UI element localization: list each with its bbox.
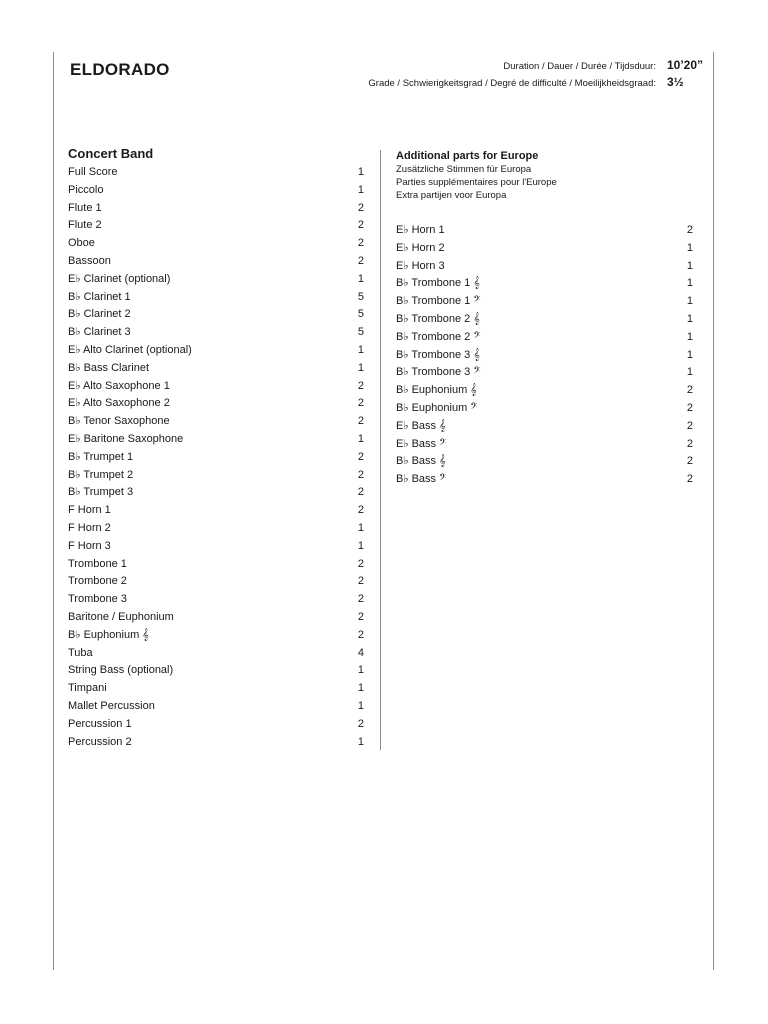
additional-parts-heading: Additional parts for Europe — [396, 150, 539, 162]
part-name: B♭ Trombone 3 𝄞 — [396, 348, 480, 361]
part-name: Bassoon — [68, 254, 111, 267]
part-quantity: 1 — [357, 664, 364, 677]
part-name: B♭ Bass 𝄞 — [396, 455, 446, 468]
part-quantity: 2 — [357, 717, 364, 730]
part-name: E♭ Alto Saxophone 1 — [68, 379, 170, 392]
part-quantity: 2 — [686, 419, 693, 432]
duration-label: Duration / Dauer / Durée / Tijdsduur: — [503, 61, 656, 72]
part-quantity: 1 — [686, 241, 693, 254]
part-quantity: 2 — [357, 575, 364, 588]
part-row — [68, 467, 364, 485]
part-name: B♭ Bass 𝄢 — [396, 473, 447, 486]
part-quantity: 1 — [357, 432, 364, 445]
part-row — [68, 200, 364, 218]
part-row — [68, 538, 364, 556]
concert-band-heading: Concert Band — [68, 146, 154, 161]
part-name: E♭ Baritone Saxophone — [68, 432, 184, 445]
part-row — [396, 222, 693, 240]
part-quantity: 1 — [686, 277, 693, 290]
part-row — [396, 400, 693, 418]
part-quantity: 4 — [357, 646, 364, 659]
part-quantity: 1 — [686, 348, 693, 361]
part-quantity: 1 — [357, 361, 364, 374]
additional-subtitle-german: Zusätzliche Stimmen für Europa — [396, 164, 532, 175]
part-name: Full Score — [68, 166, 118, 178]
part-quantity: 2 — [357, 593, 364, 606]
part-quantity: 2 — [357, 415, 364, 428]
part-name: Percussion 2 — [68, 735, 132, 748]
part-quantity: 1 — [357, 682, 364, 695]
part-name: F Horn 2 — [68, 521, 111, 534]
part-quantity: 2 — [357, 504, 364, 517]
part-row — [396, 436, 693, 454]
part-quantity: 2 — [357, 201, 364, 214]
part-name: B♭ Clarinet 3 — [68, 326, 131, 339]
part-quantity: 1 — [357, 272, 364, 285]
part-quantity: 1 — [357, 183, 364, 196]
part-row — [396, 275, 693, 293]
part-row — [396, 364, 693, 382]
part-quantity: 1 — [686, 366, 693, 379]
part-row — [396, 240, 693, 258]
part-row — [68, 556, 364, 574]
part-row — [68, 253, 364, 271]
page-border-right — [713, 52, 714, 970]
part-quantity: 2 — [357, 237, 364, 250]
part-quantity: 1 — [686, 312, 693, 325]
part-name: E♭ Horn 1 — [396, 224, 445, 236]
part-row — [68, 431, 364, 449]
part-row — [68, 716, 364, 734]
part-quantity: 1 — [686, 330, 693, 343]
part-name: Timpani — [68, 682, 107, 695]
part-row — [68, 182, 364, 200]
part-name: B♭ Clarinet 2 — [68, 308, 131, 321]
part-quantity: 1 — [357, 699, 364, 712]
part-name: B♭ Tenor Saxophone — [68, 415, 170, 428]
part-row — [68, 627, 364, 645]
part-row — [68, 324, 364, 342]
grade-label: Grade / Schwierigkeitsgrad / Degré de difficulté / Moeilijkheidsgraad: — [368, 78, 656, 89]
part-name: B♭ Euphonium 𝄞 — [68, 628, 149, 641]
part-name: B♭ Euphonium 𝄞 — [396, 384, 477, 397]
part-name: B♭ Trombone 2 𝄢 — [396, 330, 481, 343]
part-name: E♭ Alto Clarinet (optional) — [68, 343, 192, 356]
part-row — [68, 680, 364, 698]
additional-parts-list — [396, 222, 693, 489]
part-row — [68, 662, 364, 680]
part-name: Mallet Percussion — [68, 699, 155, 712]
part-row — [396, 329, 693, 347]
part-name: B♭ Clarinet 1 — [68, 290, 131, 303]
part-row — [68, 217, 364, 235]
part-name: E♭ Alto Saxophone 2 — [68, 397, 170, 410]
part-row — [68, 449, 364, 467]
part-name: Trombone 1 — [68, 557, 127, 570]
part-row — [396, 382, 693, 400]
part-row — [68, 609, 364, 627]
part-name: B♭ Bass Clarinet — [68, 361, 149, 374]
part-quantity: 2 — [357, 610, 364, 623]
part-row — [68, 360, 364, 378]
part-quantity: 2 — [686, 224, 693, 236]
part-name: String Bass (optional) — [68, 664, 174, 677]
part-quantity: 2 — [357, 486, 364, 499]
part-row — [396, 347, 693, 365]
part-quantity: 2 — [357, 397, 364, 410]
part-row — [396, 418, 693, 436]
part-name: Trombone 3 — [68, 593, 127, 606]
part-name: F Horn 1 — [68, 504, 111, 517]
part-name: Flute 2 — [68, 219, 102, 232]
part-quantity: 1 — [357, 539, 364, 552]
grade-value: 3½ — [667, 75, 684, 89]
part-name: B♭ Trombone 1 𝄞 — [396, 277, 480, 290]
part-quantity: 2 — [357, 254, 364, 267]
part-row — [68, 573, 364, 591]
part-row — [68, 306, 364, 324]
additional-subtitle-dutch: Extra partijen voor Europa — [396, 190, 507, 201]
part-quantity: 1 — [357, 343, 364, 356]
part-row — [68, 698, 364, 716]
part-name: E♭ Clarinet (optional) — [68, 272, 171, 285]
part-name: B♭ Trumpet 2 — [68, 468, 134, 481]
piece-title: ELDORADO — [70, 60, 170, 79]
part-quantity: 2 — [686, 437, 693, 450]
part-row — [68, 734, 364, 752]
additional-subtitle-french: Parties supplémentaires pour l'Europe — [396, 177, 557, 188]
part-name: E♭ Horn 2 — [396, 241, 445, 254]
part-quantity: 2 — [357, 468, 364, 481]
part-quantity: 2 — [357, 219, 364, 232]
part-row — [396, 311, 693, 329]
part-row — [68, 502, 364, 520]
part-quantity: 5 — [357, 308, 364, 321]
part-quantity: 2 — [357, 557, 364, 570]
part-quantity: 1 — [357, 166, 364, 178]
part-quantity: 5 — [357, 290, 364, 303]
part-row — [396, 471, 693, 489]
part-row — [68, 271, 364, 289]
part-name: Tuba — [68, 646, 93, 659]
part-row — [68, 413, 364, 431]
part-row — [68, 395, 364, 413]
part-name: B♭ Trombone 2 𝄞 — [396, 312, 480, 325]
part-name: B♭ Euphonium 𝄢 — [396, 401, 478, 414]
part-row — [68, 591, 364, 609]
part-quantity: 2 — [686, 455, 693, 468]
part-name: Trombone 2 — [68, 575, 127, 588]
part-row — [396, 453, 693, 471]
part-quantity: 1 — [686, 295, 693, 308]
part-quantity: 1 — [357, 735, 364, 748]
part-row — [396, 258, 693, 276]
duration-value: 10’20” — [667, 58, 704, 72]
part-row — [68, 520, 364, 538]
part-name: Percussion 1 — [68, 717, 132, 730]
part-quantity: 2 — [686, 473, 693, 486]
part-name: F Horn 3 — [68, 539, 111, 552]
part-name: E♭ Bass 𝄢 — [396, 437, 447, 450]
part-quantity: 1 — [357, 521, 364, 534]
concert-band-parts-list — [68, 164, 364, 751]
part-row — [68, 484, 364, 502]
part-name: B♭ Trumpet 1 — [68, 450, 134, 463]
part-name: B♭ Trumpet 3 — [68, 486, 134, 499]
part-name: E♭ Horn 3 — [396, 259, 445, 272]
part-quantity: 2 — [357, 450, 364, 463]
part-name: Flute 1 — [68, 201, 102, 214]
part-quantity: 2 — [686, 384, 693, 397]
part-name: Piccolo — [68, 183, 104, 196]
part-quantity: 5 — [357, 326, 364, 339]
part-name: B♭ Trombone 1 𝄢 — [396, 295, 481, 308]
part-row — [68, 378, 364, 396]
part-quantity: 2 — [686, 401, 693, 414]
part-name: E♭ Bass 𝄞 — [396, 419, 446, 432]
part-row — [68, 164, 364, 182]
part-row — [396, 293, 693, 311]
page-border-left — [53, 52, 54, 970]
part-row — [68, 342, 364, 360]
part-quantity: 1 — [686, 259, 693, 272]
part-quantity: 2 — [357, 379, 364, 392]
part-name: Oboe — [68, 237, 95, 250]
part-row — [68, 645, 364, 663]
part-name: B♭ Trombone 3 𝄢 — [396, 366, 481, 379]
column-divider — [380, 150, 381, 750]
part-row — [68, 235, 364, 253]
part-quantity: 2 — [357, 628, 364, 641]
part-row — [68, 289, 364, 307]
part-name: Baritone / Euphonium — [68, 610, 174, 623]
